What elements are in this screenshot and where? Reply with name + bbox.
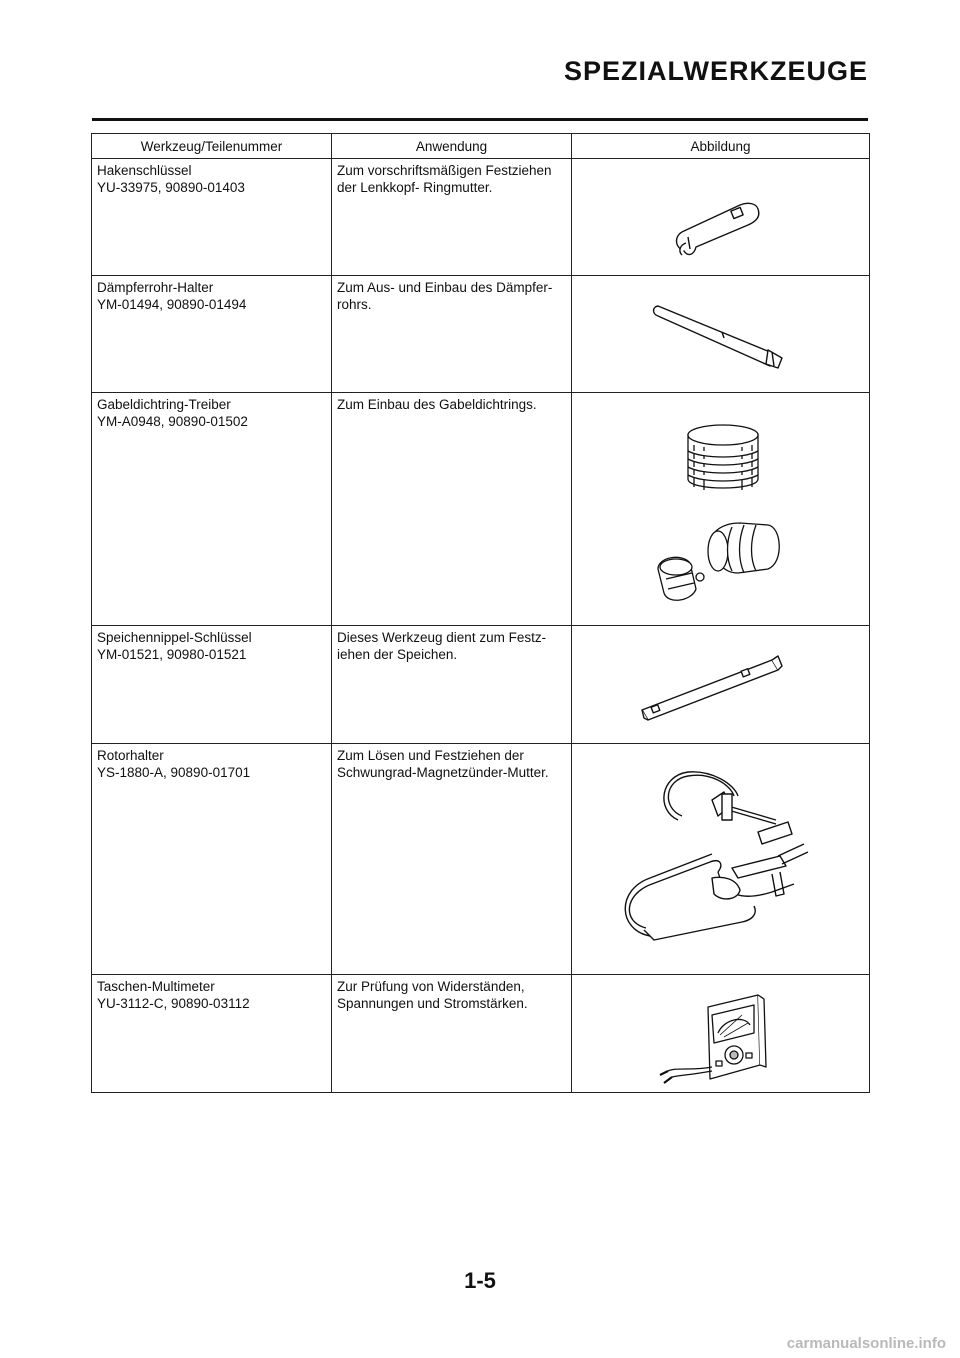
part-number: YM-A0948, 90890-01502 bbox=[97, 414, 248, 429]
application-cell bbox=[332, 276, 572, 393]
application-text: Zum Einbau des Gabeldichtrings. bbox=[337, 397, 537, 412]
illustration-cell bbox=[572, 393, 870, 626]
table-row bbox=[92, 159, 870, 276]
illustration-cell bbox=[572, 626, 870, 744]
tool-name: Hakenschlüssel bbox=[97, 163, 192, 178]
tool-cell bbox=[92, 626, 332, 744]
page-number: 1-5 bbox=[464, 1268, 496, 1293]
part-number: YM-01521, 90980-01521 bbox=[97, 647, 247, 662]
illustration-cell bbox=[572, 159, 870, 276]
tool-cell bbox=[92, 159, 332, 276]
application-cell bbox=[332, 744, 572, 975]
title-rule bbox=[92, 118, 868, 121]
part-number: YS-1880-A, 90890-01701 bbox=[97, 765, 251, 780]
hook-wrench-icon bbox=[572, 159, 870, 276]
table-row bbox=[92, 626, 870, 744]
tool-name: Dämpferrohr-Halter bbox=[97, 280, 214, 295]
application-text: Zum Lösen und Festziehen der bbox=[337, 748, 524, 763]
part-number: YM-01494, 90890-01494 bbox=[97, 297, 247, 312]
application-text: Schwungrad-Magnetzünder-Mutter. bbox=[337, 765, 549, 780]
table-row bbox=[92, 276, 870, 393]
application-text: Spannungen und Stromstärken. bbox=[337, 996, 528, 1011]
application-cell bbox=[332, 626, 572, 744]
spoke-nipple-wrench-icon bbox=[572, 626, 870, 744]
table-row bbox=[92, 393, 870, 626]
part-number: YU-33975, 90890-01403 bbox=[97, 180, 245, 195]
application-text: der Lenkkopf- Ringmutter. bbox=[337, 180, 493, 195]
table-row bbox=[92, 744, 870, 975]
rotor-holder-icon bbox=[572, 744, 870, 975]
part-number: YU-3112-C, 90890-03112 bbox=[97, 996, 250, 1011]
fork-seal-driver-icon bbox=[572, 393, 870, 626]
pocket-multimeter-icon bbox=[572, 975, 870, 1093]
header-tool-part-number: Werkzeug/Teilenummer bbox=[92, 134, 332, 159]
application-text: rohrs. bbox=[337, 297, 372, 312]
application-cell bbox=[332, 159, 572, 276]
application-cell bbox=[332, 975, 572, 1093]
page-title: SPEZIALWERKZEUGE bbox=[563, 56, 868, 86]
watermark: carmanualsonline.info bbox=[786, 1335, 946, 1352]
application-text: Zum vorschriftsmäßigen Festziehen bbox=[337, 163, 552, 178]
tool-name: Gabeldichtring-Treiber bbox=[97, 397, 231, 412]
header-illustration: Abbildung bbox=[572, 134, 870, 159]
application-text: Dieses Werkzeug dient zum Festz- bbox=[337, 630, 547, 645]
special-tools-table bbox=[91, 133, 870, 1093]
illustration-cell bbox=[572, 744, 870, 975]
header-application: Anwendung bbox=[332, 134, 572, 159]
application-text: Zum Aus- und Einbau des Dämpfer- bbox=[337, 280, 553, 295]
tool-cell bbox=[92, 975, 332, 1093]
tool-name: Taschen-Multimeter bbox=[97, 979, 215, 994]
tool-cell bbox=[92, 276, 332, 393]
illustration-cell bbox=[572, 276, 870, 393]
table-header-row bbox=[92, 134, 870, 159]
tool-cell bbox=[92, 393, 332, 626]
application-cell bbox=[332, 393, 572, 626]
application-text: Zur Prüfung von Widerständen, bbox=[337, 979, 525, 994]
illustration-cell bbox=[572, 975, 870, 1093]
damper-rod-holder-icon bbox=[572, 276, 870, 393]
table-row bbox=[92, 975, 870, 1093]
application-text: iehen der Speichen. bbox=[337, 647, 458, 662]
tool-name: Rotorhalter bbox=[97, 748, 164, 763]
tool-name: Speichennippel-Schlüssel bbox=[97, 630, 252, 645]
tool-cell bbox=[92, 744, 332, 975]
